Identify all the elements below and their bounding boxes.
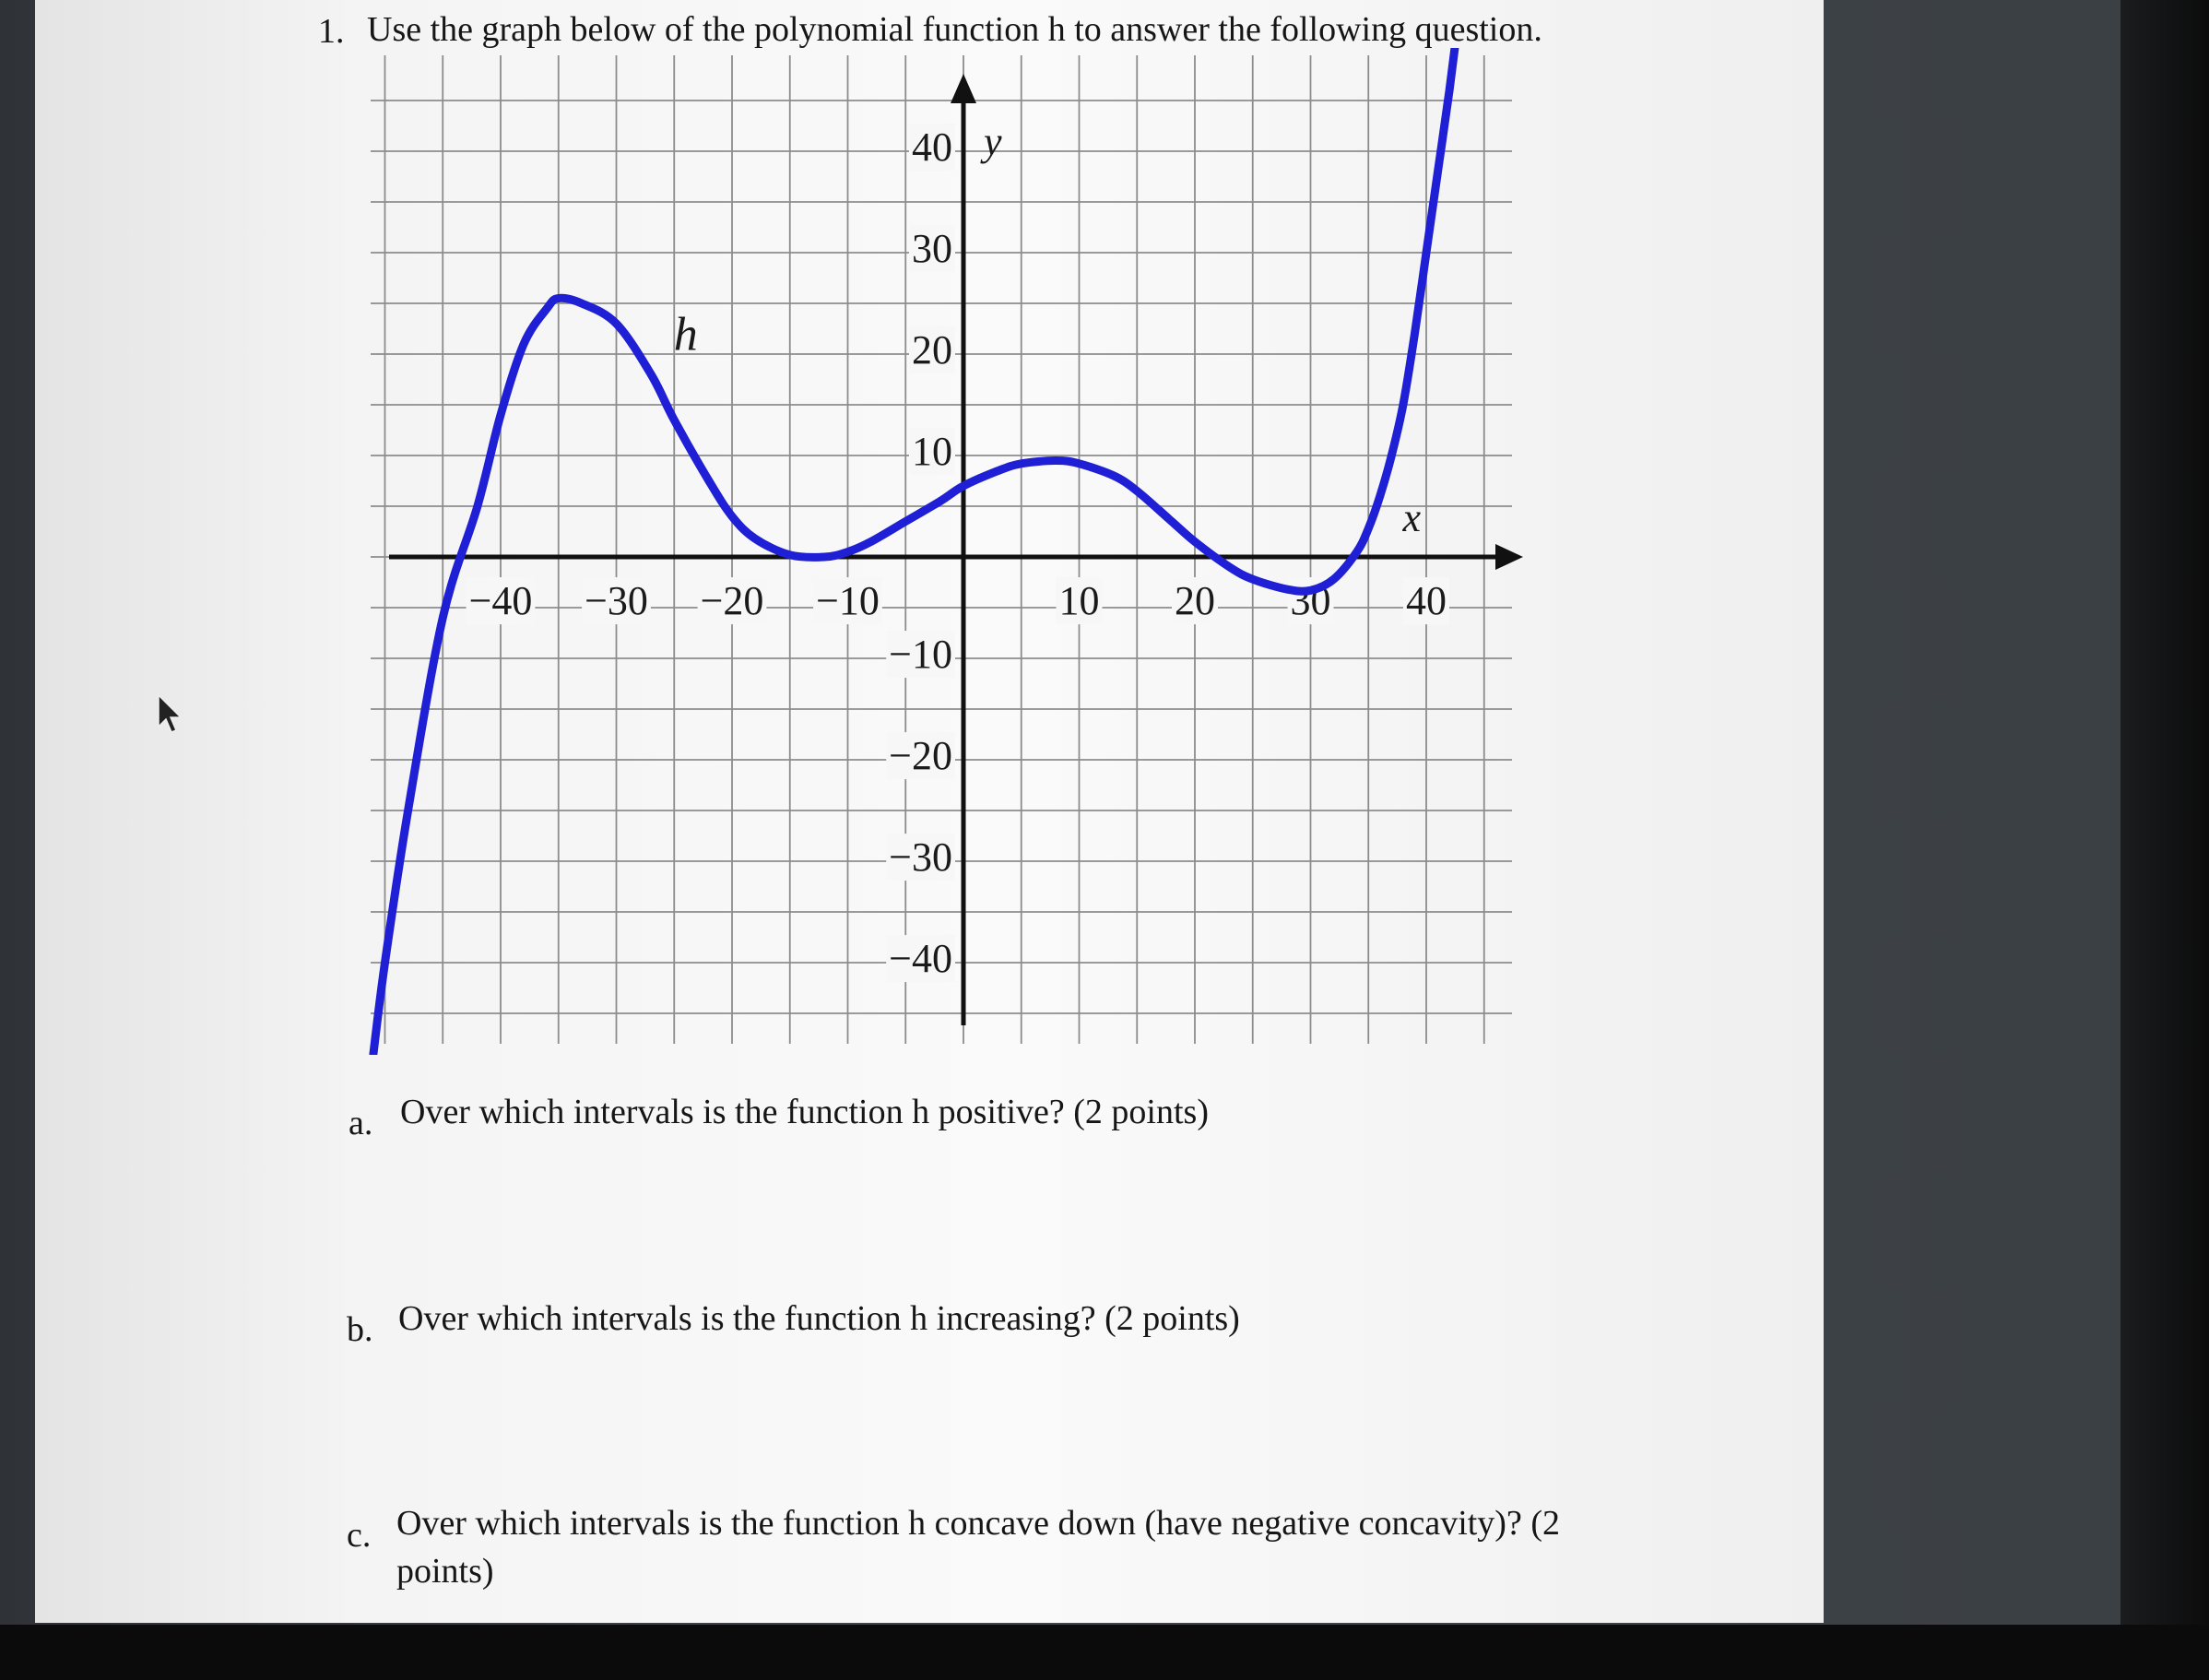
y-axis-arrow-icon: [951, 74, 976, 103]
y-tick-label: 30: [912, 226, 952, 272]
part-a-letter: a.: [348, 1104, 373, 1142]
part-c-question: Over which intervals is the function h concave down (have negative concavity)? (2: [396, 1504, 1560, 1543]
x-tick-label: 30: [1290, 578, 1331, 624]
y-tick-label: −10: [889, 632, 952, 678]
part-b-letter: b.: [347, 1310, 373, 1349]
mouse-pointer-icon: [157, 693, 184, 734]
x-tick-label: 40: [1406, 578, 1447, 624]
question-prompt: Use the graph below of the polynomial function h to answer the following question.: [367, 10, 1542, 49]
x-tick-label: 10: [1058, 578, 1100, 624]
question-number: 1.: [318, 12, 345, 51]
x-axis-arrow-icon: [1495, 544, 1523, 570]
x-tick-label: −20: [700, 578, 764, 624]
grid: [371, 55, 1512, 1044]
curve-label: h: [673, 308, 698, 361]
x-tick-label: −10: [816, 578, 880, 624]
x-axis-label: x: [1402, 495, 1421, 541]
part-c-letter: c.: [347, 1516, 372, 1555]
part-a-question: Over which intervals is the function h positive? (2 points): [400, 1093, 1209, 1131]
y-tick-label: 40: [912, 124, 952, 171]
x-tick-label: 20: [1175, 578, 1215, 624]
y-tick-label: 20: [912, 327, 952, 373]
y-tick-label: −30: [889, 834, 952, 881]
x-tick-label: −40: [468, 578, 533, 624]
x-tick-label: −30: [585, 578, 648, 624]
y-tick-label: −20: [889, 733, 952, 779]
y-axis-label: y: [984, 119, 1002, 165]
y-tick-label: 10: [912, 429, 952, 475]
y-tick-label: −40: [889, 936, 952, 982]
part-b-question: Over which intervals is the function h increasing? (2 points): [398, 1299, 1240, 1338]
annotations: [674, 308, 698, 361]
part-c-question-continued: points): [396, 1552, 494, 1591]
